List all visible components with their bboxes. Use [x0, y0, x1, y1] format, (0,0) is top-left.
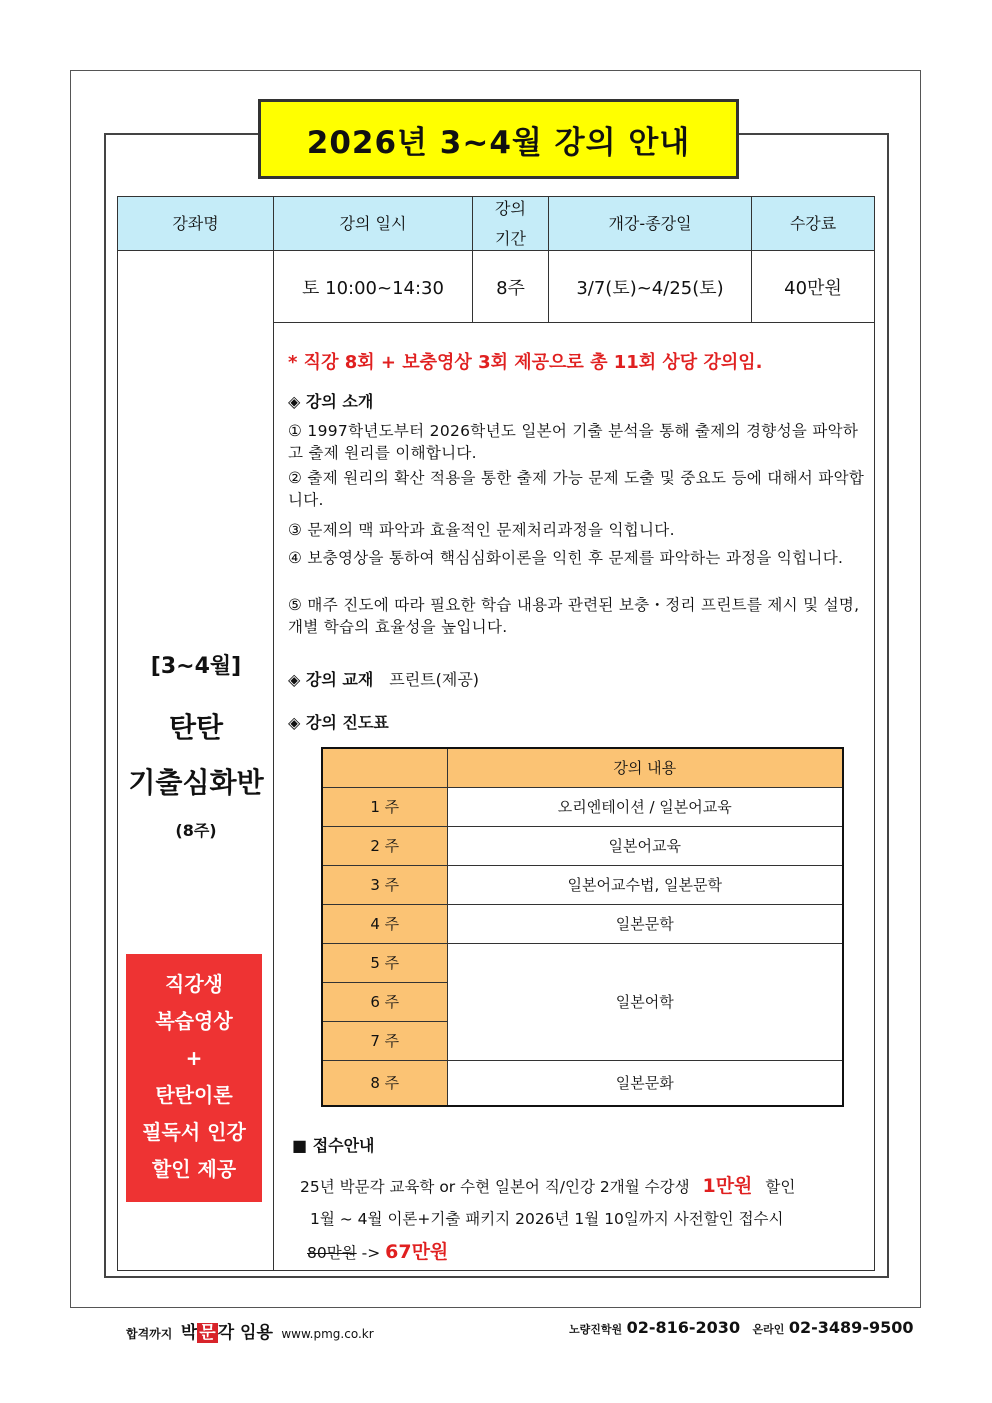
registration-line1-suffix: 할인 [765, 1178, 796, 1196]
intro-item-text: ④ 보충영상을 통하여 핵심심화이론을 익힌 후 문제를 파악하는 과정을 익힙니다. [288, 549, 844, 567]
registration-line1-text: 25년 박문각 교육학 or 수현 일본어 직/인강 2개월 수강생 [300, 1178, 690, 1196]
table-row [322, 1060, 843, 1106]
intro-item [288, 594, 868, 638]
price-arrow: -> [361, 1244, 381, 1262]
registration-heading: ■ 접수안내 [292, 1136, 375, 1155]
footer-website[interactable]: www.pmg.co.kr [281, 1327, 374, 1341]
header-schedule: 강의 일시 [274, 197, 473, 251]
header-fee: 수강료 [752, 197, 874, 251]
header-duration-line2: 기간 [495, 228, 526, 248]
promo-line: 탄탄이론 [155, 1083, 233, 1107]
promo-line: 필독서 인강 [142, 1120, 246, 1144]
week-label: 4 주 [322, 904, 447, 943]
week-content: 일본어학 [447, 943, 843, 1060]
old-price: 80만원 [307, 1244, 357, 1262]
course-name-line1: 탄탄 [168, 711, 224, 744]
header-duration [473, 197, 549, 251]
week-label: 7 주 [322, 1021, 447, 1060]
intro-heading: ◈ 강의 소개 [288, 392, 374, 411]
table-row [322, 865, 843, 904]
progress-table [321, 747, 844, 1107]
week-content: 일본어교수법, 일본문학 [447, 865, 843, 904]
material-heading-label: ◈ 강의 교재 [288, 670, 374, 689]
course-period: [3~4월] [150, 654, 242, 679]
progress-heading: ◈ 강의 진도표 [288, 713, 389, 732]
week-label: 3 주 [322, 865, 447, 904]
branch-label: 노량진학원 [569, 1323, 623, 1336]
value-fee: 40만원 [752, 251, 874, 323]
promo-line: 복습영상 [155, 1009, 233, 1033]
footer-tagline: 합격까지 [126, 1327, 173, 1341]
intro-item [288, 547, 868, 569]
page-title: 2026년 3~4월 강의 안내 [258, 99, 739, 179]
week-content: 오리엔테이션 / 일본어교육 [447, 787, 843, 826]
registration-price [307, 1237, 448, 1264]
intro-item [288, 467, 868, 511]
week-label: 6 주 [322, 982, 447, 1021]
brand-logo-a: 박 [180, 1323, 198, 1343]
course-info-column [118, 251, 274, 1270]
week-content: 일본문화 [447, 1060, 843, 1106]
material-value: 프린트(제공) [389, 670, 480, 689]
online-phone: 02-3489-9500 [788, 1318, 914, 1337]
new-price: 67만원 [385, 1241, 449, 1263]
week-content: 일본어교육 [447, 826, 843, 865]
table-row [322, 904, 843, 943]
online-label: 온라인 [752, 1323, 785, 1336]
brand-logo-c: 각 임용 [217, 1323, 273, 1343]
progress-header-content: 강의 내용 [447, 748, 843, 787]
week-content: 일본문학 [447, 904, 843, 943]
intro-item-text: ③ 문제의 맥 파악과 효율적인 문제처리과정을 익힙니다. [288, 521, 675, 539]
footer-contacts [569, 1318, 913, 1337]
header-duration-line1: 강의 [495, 198, 526, 218]
week-label: 2 주 [322, 826, 447, 865]
registration-line1 [300, 1171, 795, 1198]
brand-logo [181, 1323, 273, 1343]
table-row [322, 787, 843, 826]
course-weeks: (8주) [175, 821, 217, 840]
week-label: 8 주 [322, 1060, 447, 1106]
table-row [322, 826, 843, 865]
intro-item-text: ② 출제 원리의 확산 적용을 통한 출제 가능 문제 도출 및 중요도 등에 대해서 파악합니다. [288, 469, 865, 509]
branch-phone: 02-816-2030 [626, 1318, 741, 1337]
discount-amount: 1만원 [702, 1175, 753, 1197]
header-dates: 개강-종강일 [549, 197, 752, 251]
header-course: 강좌명 [118, 197, 274, 251]
value-duration: 8주 [473, 251, 549, 323]
footer-brand [126, 1318, 374, 1343]
promo-line: 할인 제공 [151, 1157, 237, 1181]
intro-item [288, 420, 868, 464]
intro-item-text: ① 1997학년도부터 2026학년도 일본어 기출 분석을 통해 출제의 경향성을 파악하고 출제 원리를 이해합니다. [288, 422, 859, 462]
table-row [322, 943, 843, 982]
value-schedule: 토 10:00~14:30 [274, 251, 473, 323]
notice-text: * 직강 8회 + 보충영상 3회 제공으로 총 11회 상당 강의임. [288, 352, 763, 373]
intro-item [288, 519, 868, 541]
week-label: 5 주 [322, 943, 447, 982]
course-table [117, 196, 875, 1271]
promo-line: + [185, 1046, 203, 1070]
week-label: 1 주 [322, 787, 447, 826]
progress-header-blank [322, 748, 447, 787]
registration-line2: 1월 ~ 4월 이론+기출 패키지 2026년 1월 10일까지 사전할인 접수시 [310, 1210, 784, 1228]
intro-item-text: ⑤ 매주 진도에 따라 필요한 학습 내용과 관련된 보충・정리 프린트를 제시 및 설명, 개별 학습의 효율성을 높입니다. [288, 596, 860, 636]
promo-line: 직강생 [165, 972, 223, 996]
material-heading [288, 667, 479, 690]
course-name-line2: 기출심화반 [128, 766, 264, 799]
promo-box [126, 954, 262, 1202]
value-dates: 3/7(토)~4/25(토) [549, 251, 752, 323]
table-row [322, 748, 843, 787]
brand-logo-b: 문 [199, 1323, 216, 1343]
